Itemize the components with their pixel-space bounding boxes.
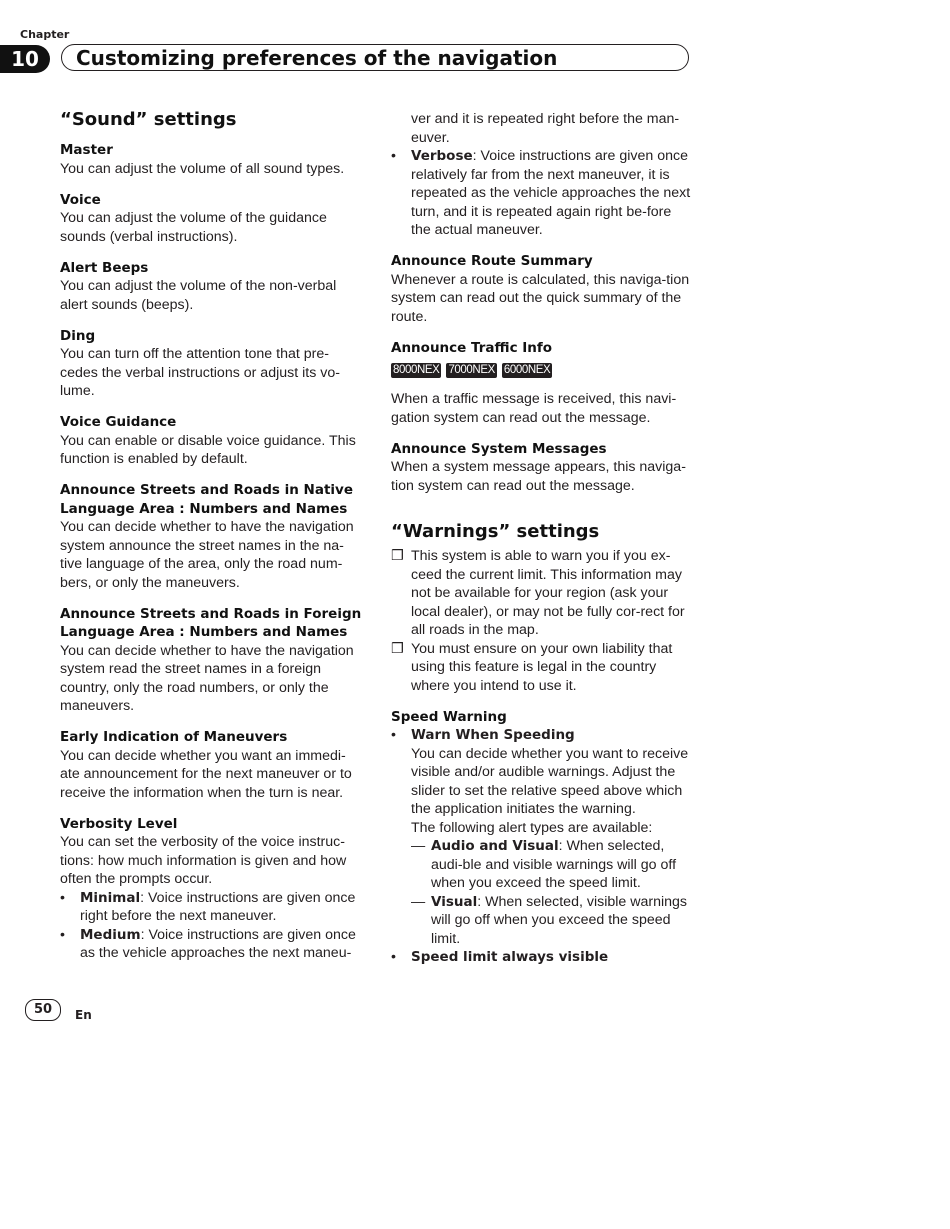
verbose-term: Verbose [411,148,473,164]
medium-text: : Voice instructions are given once as the vehicle approaches the next maneu- [80,926,356,961]
model-badge: 8000NEX [393,364,440,376]
voice-heading: Voice [60,191,101,208]
bullet-icon: • [391,949,396,965]
note-item [391,640,693,696]
voice-guidance-text: You can enable or disable voice guidance. This function is enabled by default. [60,432,356,467]
dash-icon: — [411,838,426,854]
ding-block [60,327,362,401]
verbosity-block [60,815,362,963]
audio-visual-text: : When selected, audi-ble and visible warnings will go off when you exceed the speed limit. [431,838,677,891]
bullet-icon: • [60,926,65,943]
master-text: You can adjust the volume of all sound types. [60,160,345,177]
audio-visual-term: Audio and Visual [431,838,559,854]
chapter-title: Customizing preferences of the navigation [61,44,689,71]
native-language-block [60,481,362,592]
minimal-text: : Voice instructions are given once right before the next maneuver. [80,889,356,924]
note-text: This system is able to warn you if you ex-ceed the current limit. This information may not be available for your region (ask your local dealer), or may not be fully cor-rect for all roads in the map. [411,548,685,638]
visual-text: : When selected, visible warnings will go off when you exceed the speed limit. [431,893,687,947]
native-language-text: You can decide whether to have the navigation system announce the street names in the na-tive language of the area, only the road num-bers, or only the maneuvers. [60,519,354,591]
list-item [391,726,693,745]
early-indication-text: You can decide whether you want an immedi-ate announcement for the next maneuver or to receive the information when the turn is near. [60,747,352,801]
early-indication-heading: Early Indication of Maneuvers [60,729,288,745]
list-item [391,893,693,949]
voice-text: You can adjust the volume of the guidance sounds (verbal instructions). [60,210,327,245]
left-column [60,109,362,963]
system-messages-text: When a system message appears, this naviga-tion system can read out the message. [391,459,686,494]
note-text: You must ensure on your own liability that using this feature is legal in the country where you intend to use it. [411,640,673,694]
speed-warning-block [391,708,693,967]
voice-block [60,191,362,247]
bullet-icon: • [391,727,396,743]
language-label: En [75,1008,92,1022]
model-badges [391,363,693,378]
list-item [60,889,362,926]
master-heading: Master [60,142,113,158]
system-messages-heading: Announce System Messages [391,440,607,457]
speed-warning-heading: Speed Warning [391,708,507,725]
speed-limit-visible-term: Speed limit always visible [411,949,609,965]
warn-speeding-text: You can decide whether you want to receive visible and/or audible warnings. Adjust the slider to set the relative speed above which the application initiates the warning. [411,745,689,817]
note-icon: ❒ [391,548,404,564]
route-summary-text: Whenever a route is calculated, this naviga-tion system can read out the quick summary of the route. [391,271,690,325]
foreign-language-text: You can decide whether to have the navigation system read the street names in a foreign country, only the road numbers, or only the maneuvers. [60,642,354,714]
medium-term: Medium [80,926,141,943]
ding-heading: Ding [60,327,96,344]
minimal-term: Minimal [80,889,141,906]
route-summary-block [391,252,693,326]
traffic-info-block [391,339,693,428]
traffic-info-heading: Announce Traffic Info [391,339,553,356]
alert-types-intro: The following alert types are available: [411,819,653,836]
verbosity-text: You can set the verbosity of the voice instruc-tions: how much information is given and how often the prompts occur. [60,834,347,887]
traffic-info-text: When a traffic message is received, this navi-gation system can read out the message. [391,391,677,426]
foreign-language-heading: Announce Streets and Roads in Foreign Language Area : Numbers and Names [60,605,362,640]
visual-term: Visual [431,893,478,910]
sound-settings-title: “Sound” settings [60,109,237,130]
list-item [60,926,362,963]
ding-text: You can turn off the attention tone that pre-cedes the verbal instructions or adjust its vo-lume. [60,346,340,399]
note-icon: ❒ [391,640,404,657]
bullet-icon: • [60,889,65,906]
alert-beeps-text: You can adjust the volume of the non-verbal alert sounds (beeps). [60,278,337,313]
list-item [391,147,693,240]
dash-icon: — [411,893,426,910]
note-item [391,547,693,640]
bullet-icon: • [391,148,396,164]
model-badge: 6000NEX [503,364,551,376]
system-messages-block [391,440,693,496]
foreign-language-block [60,605,362,716]
voice-guidance-heading: Voice Guidance [60,414,177,430]
route-summary-heading: Announce Route Summary [391,253,593,269]
alert-beeps-block [60,259,362,315]
medium-continued: ver and it is repeated right before the man-euver. [411,111,680,146]
list-item [391,948,693,967]
verbosity-heading: Verbosity Level [60,815,178,832]
chapter-label: Chapter [20,28,70,41]
early-indication-block [60,728,362,802]
warn-speeding-term: Warn When Speeding [411,727,575,743]
chapter-number: 10 [0,45,50,73]
model-badge: 7000NEX [448,364,495,376]
verbose-text: : Voice instructions are given once relatively far from the next maneuver, it is repeated as the vehicle approaches the next turn, and it is repeated again right be-fore the actual maneuver. [411,148,691,238]
master-block [60,141,362,178]
page-number: 50 [25,999,61,1021]
voice-guidance-block [60,413,362,469]
right-column [391,110,693,967]
list-item [391,837,693,893]
native-language-heading: Announce Streets and Roads in Native Language Area : Numbers and Names [60,482,354,517]
warnings-settings-title: “Warnings” settings [391,521,600,542]
alert-beeps-heading: Alert Beeps [60,259,149,276]
